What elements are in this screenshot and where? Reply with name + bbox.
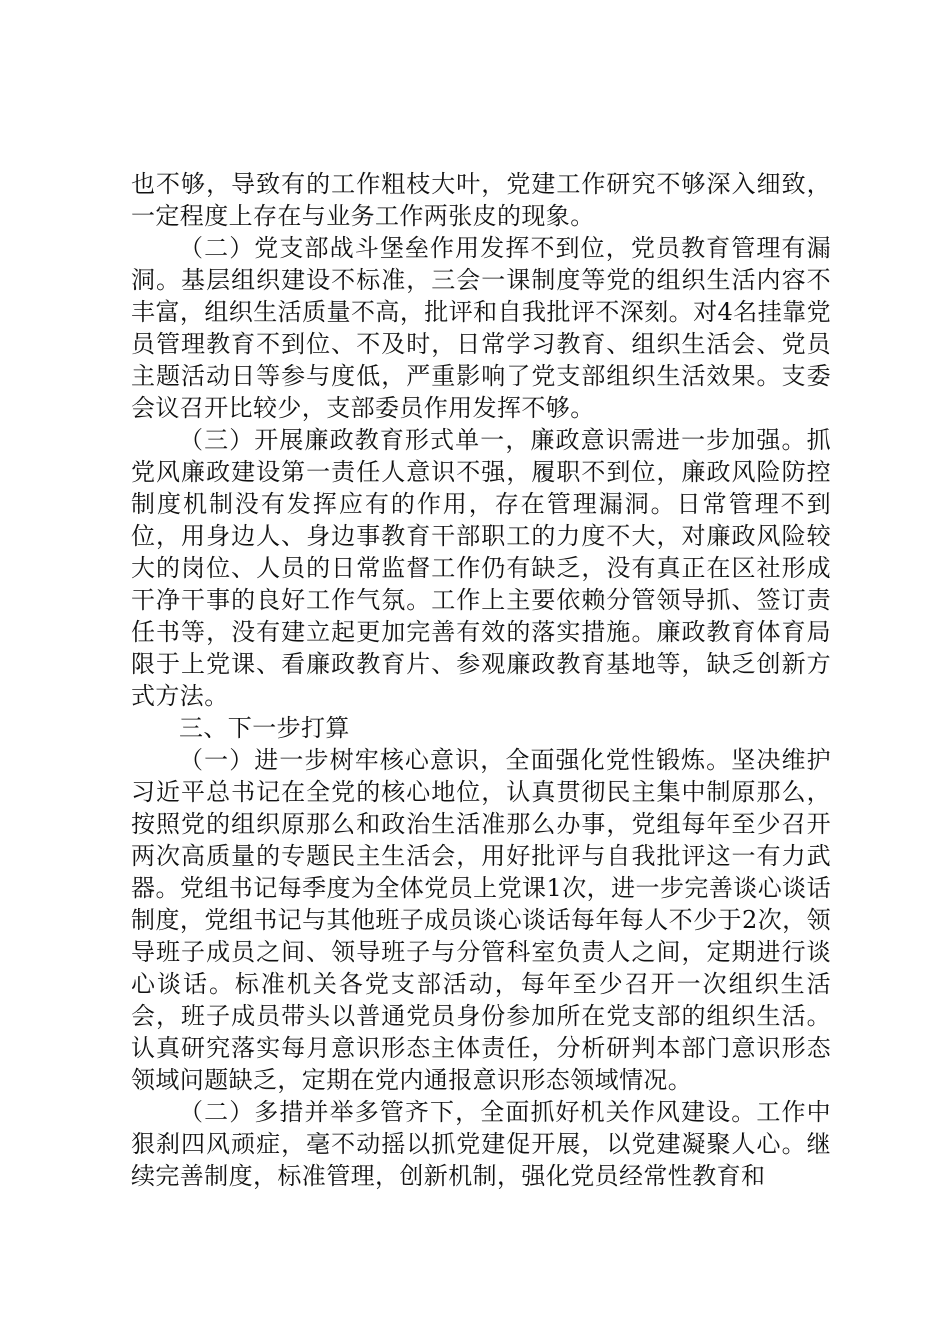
- document-body: [131, 168, 831, 1192]
- paragraph-item-2: （二）党支部战斗堡垒作用发挥不到位，党员教育管理有漏洞。基层组织建设不标准，三会一课制度等党的组织生活内容不丰富，组织生活质量不高，批评和自我批评不深刻。对4名挂靠党员管理教育不到位、不及时，日常学习教育、组织生活会、党员主题活动日等参与度低，严重影响了党支部组织生活效果。支委会议召开比较少，支部委员作用发挥不够。: [131, 234, 831, 422]
- paragraph-next-step-2: （二）多措并举多管齐下，全面抓好机关作风建设。工作中狠刹四风顽症，毫不动摇以抓党建促开展，以党建凝聚人心。继续完善制度，标准管理，创新机制，强化党员经常性教育和: [131, 1098, 831, 1190]
- paragraph-next-step-1: （一）进一步树牢核心意识，全面强化党性锻炼。坚决维护习近平总书记在全党的核心地位，认真贯彻民主集中制原那么，按照党的组织原那么和政治生活准那么办事，党组每年至少召开两次高质量的专题民主生活会，用好批评与自我批评这一有力武器。党组书记每季度为全体党员上党课1次，进一步完善谈心谈话制度，党组书记与其他班子成员谈心谈话每年每人不少于2次，领导班子成员之间、领导班子与分管科室负责人之间，定期进行谈心谈话。标准机关各党支部活动，每年至少召开一次组织生活会，班子成员带头以普通党员身份参加所在党支部的组织生活。认真研究落实每月意识形态主体责任，分析研判本部门意识形态领域问题缺乏，定期在党内通报意识形态领域情况。: [131, 746, 831, 1094]
- paragraph-continuation: 也不够，导致有的工作粗枝大叶，党建工作研究不够深入细致，一定程度上存在与业务工作两张皮的现象。: [131, 170, 831, 230]
- section-heading-next-steps: 三、下一步打算: [179, 714, 350, 742]
- paragraph-item-3: （三）开展廉政教育形式单一，廉政意识需进一步加强。抓党风廉政建设第一责任人意识不强，履职不到位，廉政风险防控制度机制没有发挥应有的作用，存在管理漏洞。日常管理不到位，用身边人、身边事教育干部职工的力度不大，对廉政风险较大的岗位、人员的日常监督工作仍有缺乏，没有真正在区社形成干净干事的良好工作气氛。工作上主要依赖分管领导抓、签订责任书等，没有建立起更加完善有效的落实措施。廉政教育体育局限于上党课、看廉政教育片、参观廉政教育基地等，缺乏创新方式方法。: [131, 426, 831, 710]
